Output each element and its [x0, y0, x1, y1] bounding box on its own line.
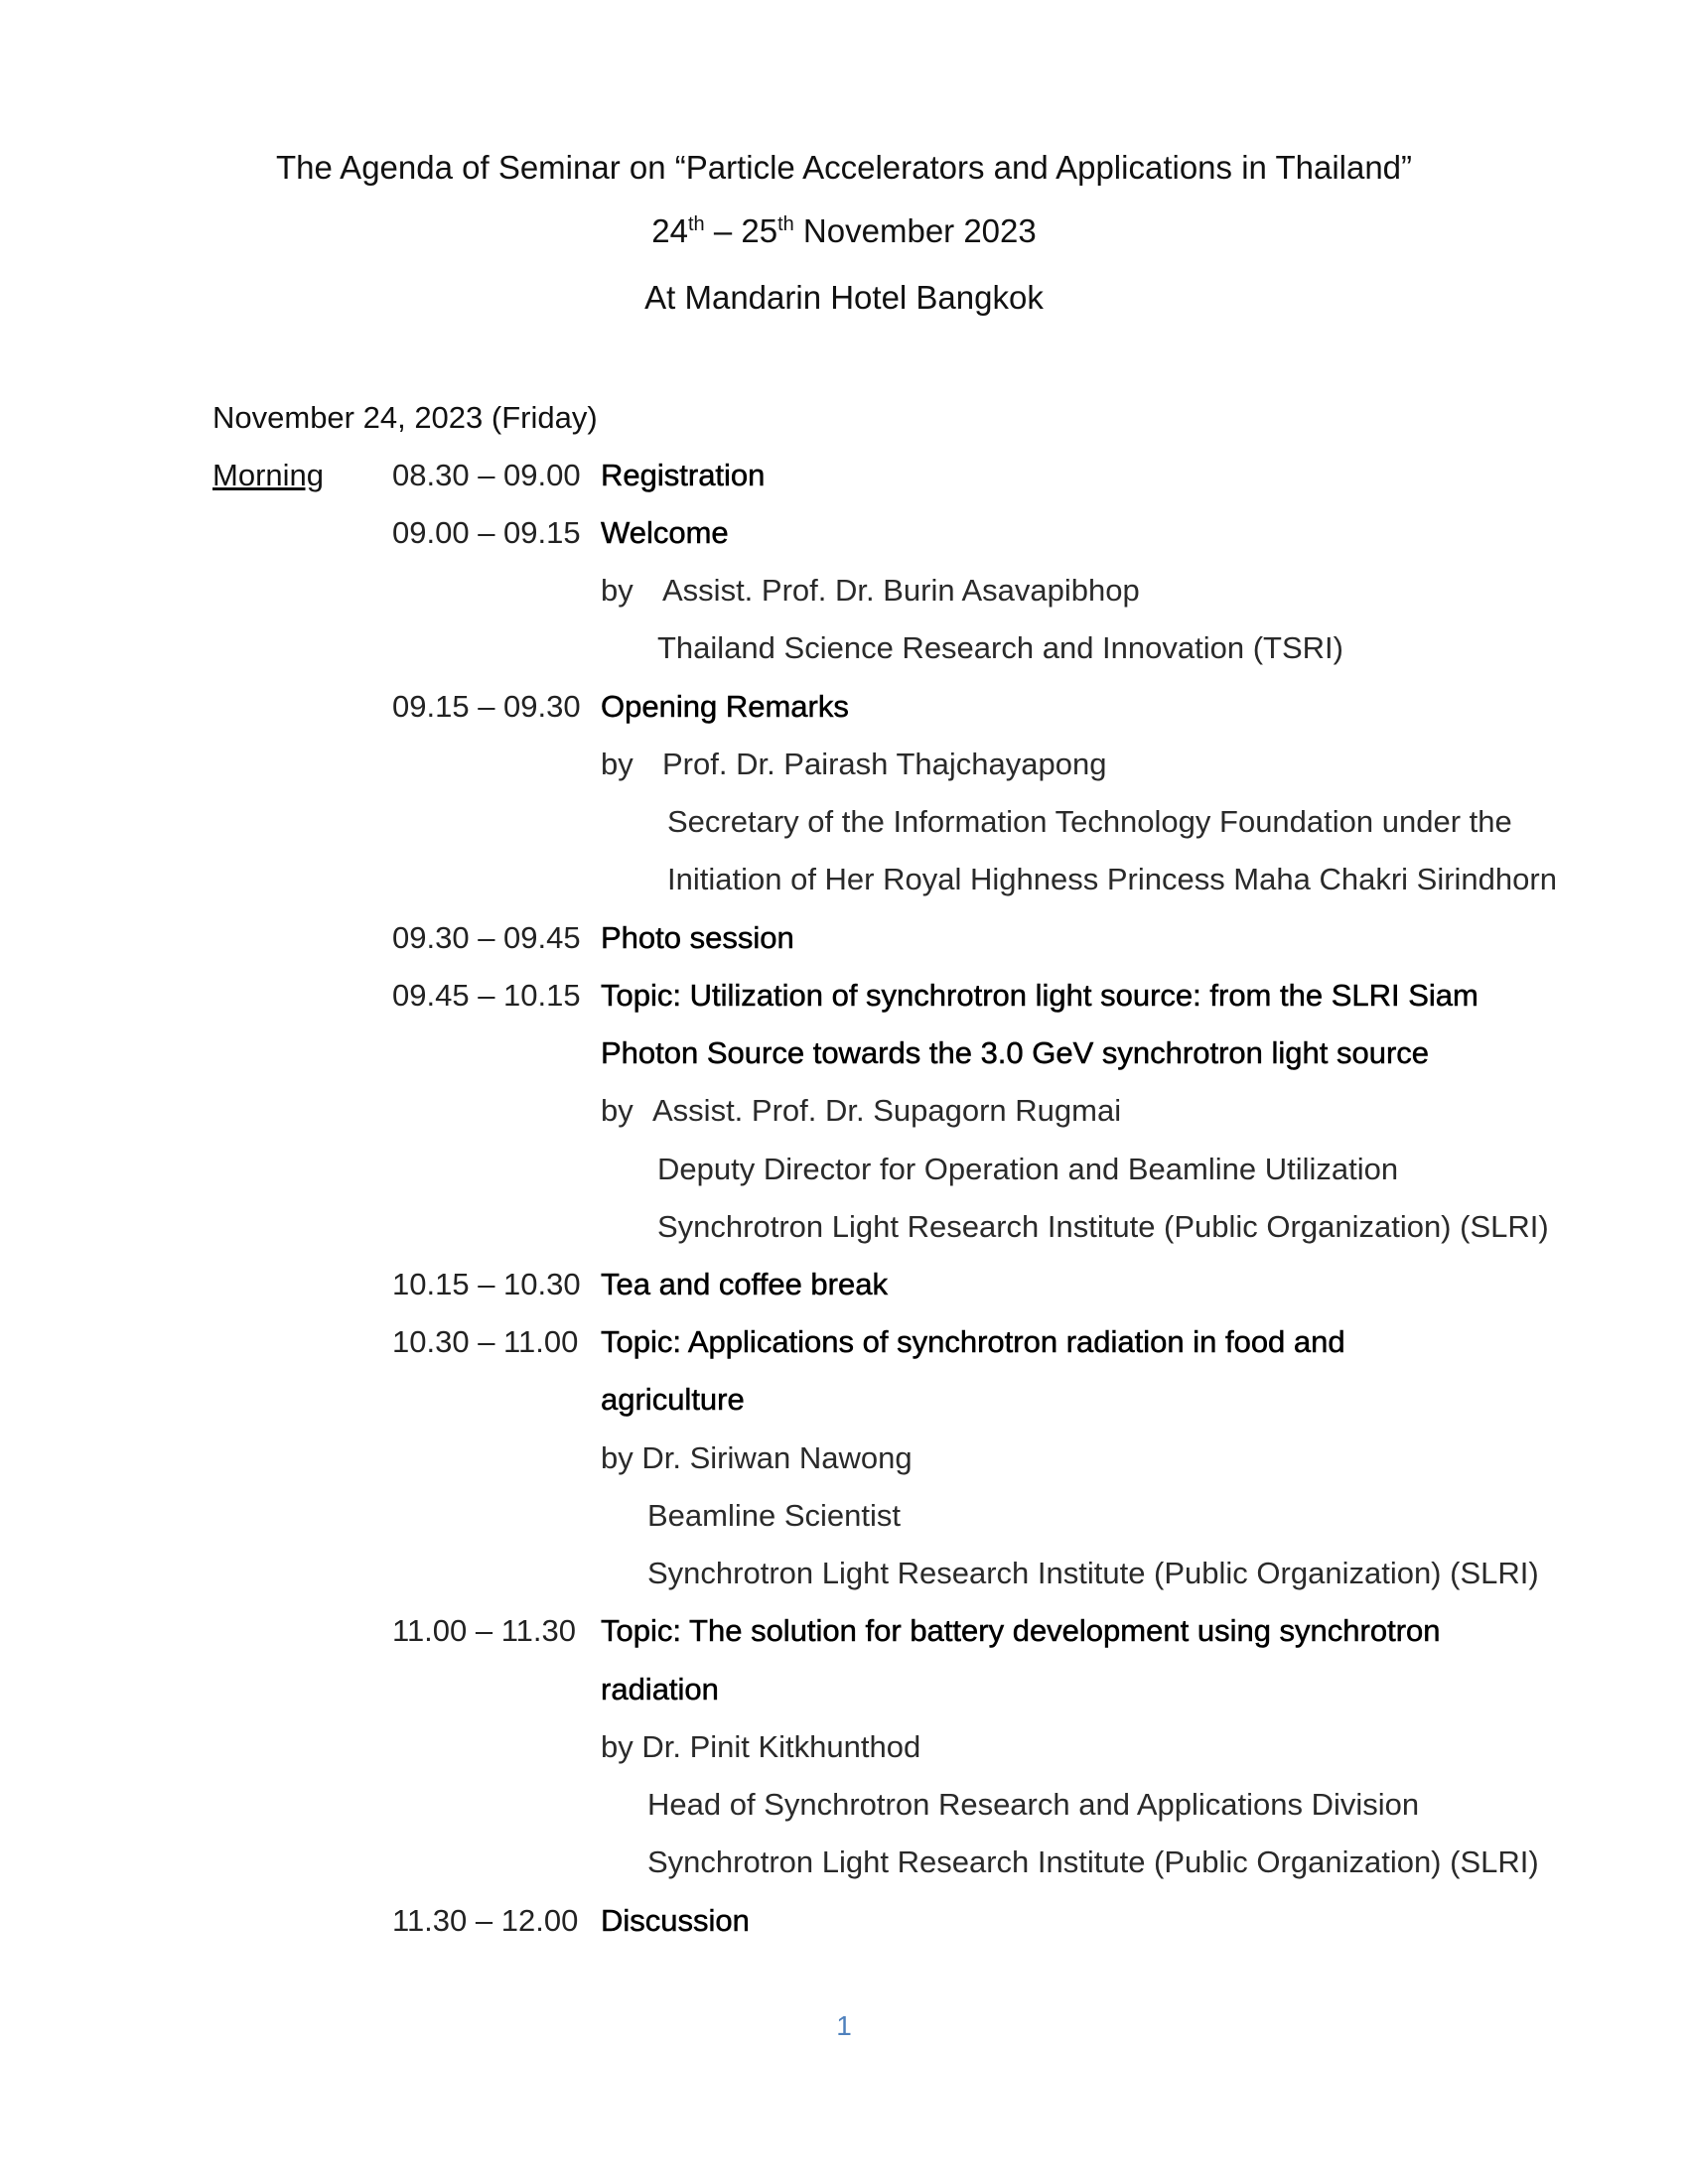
item-title-topic2-line1: Topic: Applications of synchrotron radiation in food and [601, 1324, 1345, 1359]
item-title-topic3-line1: Topic: The solution for battery development using synchrotron [601, 1613, 1441, 1648]
session-label-morning: Morning [212, 458, 324, 492]
time-tea: 10.15 – 10.30 [392, 1267, 581, 1301]
speaker-topic2: by Dr. Siriwan Nawong [601, 1440, 913, 1475]
speaker-topic3: by Dr. Pinit Kitkhunthod [601, 1729, 921, 1764]
item-title-registration: Registration [601, 458, 766, 492]
item-title-tea: Tea and coffee break [601, 1267, 888, 1301]
affiliation-opening-line1: Secretary of the Information Technology Foundation under the [667, 804, 1512, 839]
affiliation-topic3-line2: Synchrotron Light Research Institute (Public Organization) (SLRI) [647, 1844, 1539, 1879]
affiliation-topic3-line1: Head of Synchrotron Research and Applications Division [647, 1787, 1420, 1822]
item-title-welcome: Welcome [601, 515, 729, 550]
item-title-opening: Opening Remarks [601, 689, 849, 724]
affiliation-opening-line2: Initiation of Her Royal Highness Princess Maha Chakri Sirindhorn [667, 862, 1557, 896]
time-topic2: 10.30 – 11.00 [392, 1324, 579, 1359]
speaker-opening: Prof. Dr. Pairash Thajchayapong [662, 747, 1107, 781]
item-title-discussion: Discussion [601, 1903, 750, 1938]
item-title-topic1-line2: Photon Source towards the 3.0 GeV synchrotron light source [601, 1035, 1430, 1070]
affiliation-topic1-line2: Synchrotron Light Research Institute (Public Organization) (SLRI) [657, 1209, 1549, 1244]
time-discussion: 11.30 – 12.00 [392, 1903, 579, 1938]
item-title-topic2-line2: agriculture [601, 1382, 745, 1417]
day-heading: November 24, 2023 (Friday) [212, 400, 598, 435]
affiliation-topic2-line1: Beamline Scientist [647, 1498, 902, 1533]
time-registration: 08.30 – 09.00 [392, 458, 581, 492]
page-number: 1 [836, 2010, 852, 2041]
by-label: by [601, 573, 633, 608]
affiliation-topic2-line2: Synchrotron Light Research Institute (Public Organization) (SLRI) [647, 1556, 1539, 1590]
item-title-topic1-line1: Topic: Utilization of synchrotron light source: from the SLRI Siam [601, 978, 1478, 1013]
agenda-title: The Agenda of Seminar on “Particle Accelerators and Applications in Thailand” [275, 149, 1413, 186]
item-title-topic3-line2: radiation [601, 1672, 719, 1706]
by-label: by [601, 747, 633, 781]
item-title-photo: Photo session [601, 920, 794, 955]
time-photo: 09.30 – 09.45 [392, 920, 581, 955]
time-welcome: 09.00 – 09.15 [392, 515, 581, 550]
event-dates: 24th – 25th November 2023 [651, 212, 1037, 249]
speaker-topic1: Assist. Prof. Dr. Supagorn Rugmai [652, 1093, 1122, 1128]
time-opening: 09.15 – 09.30 [392, 689, 581, 724]
affiliation-topic1-line1: Deputy Director for Operation and Beamline Utilization [657, 1152, 1399, 1186]
event-venue: At Mandarin Hotel Bangkok [644, 279, 1044, 316]
by-label: by [601, 1093, 633, 1128]
speaker-welcome: Assist. Prof. Dr. Burin Asavapibhop [662, 573, 1140, 608]
affiliation-welcome: Thailand Science Research and Innovation (TSRI) [657, 630, 1343, 665]
time-topic3: 11.00 – 11.30 [392, 1613, 577, 1648]
time-topic1: 09.45 – 10.15 [392, 978, 581, 1013]
